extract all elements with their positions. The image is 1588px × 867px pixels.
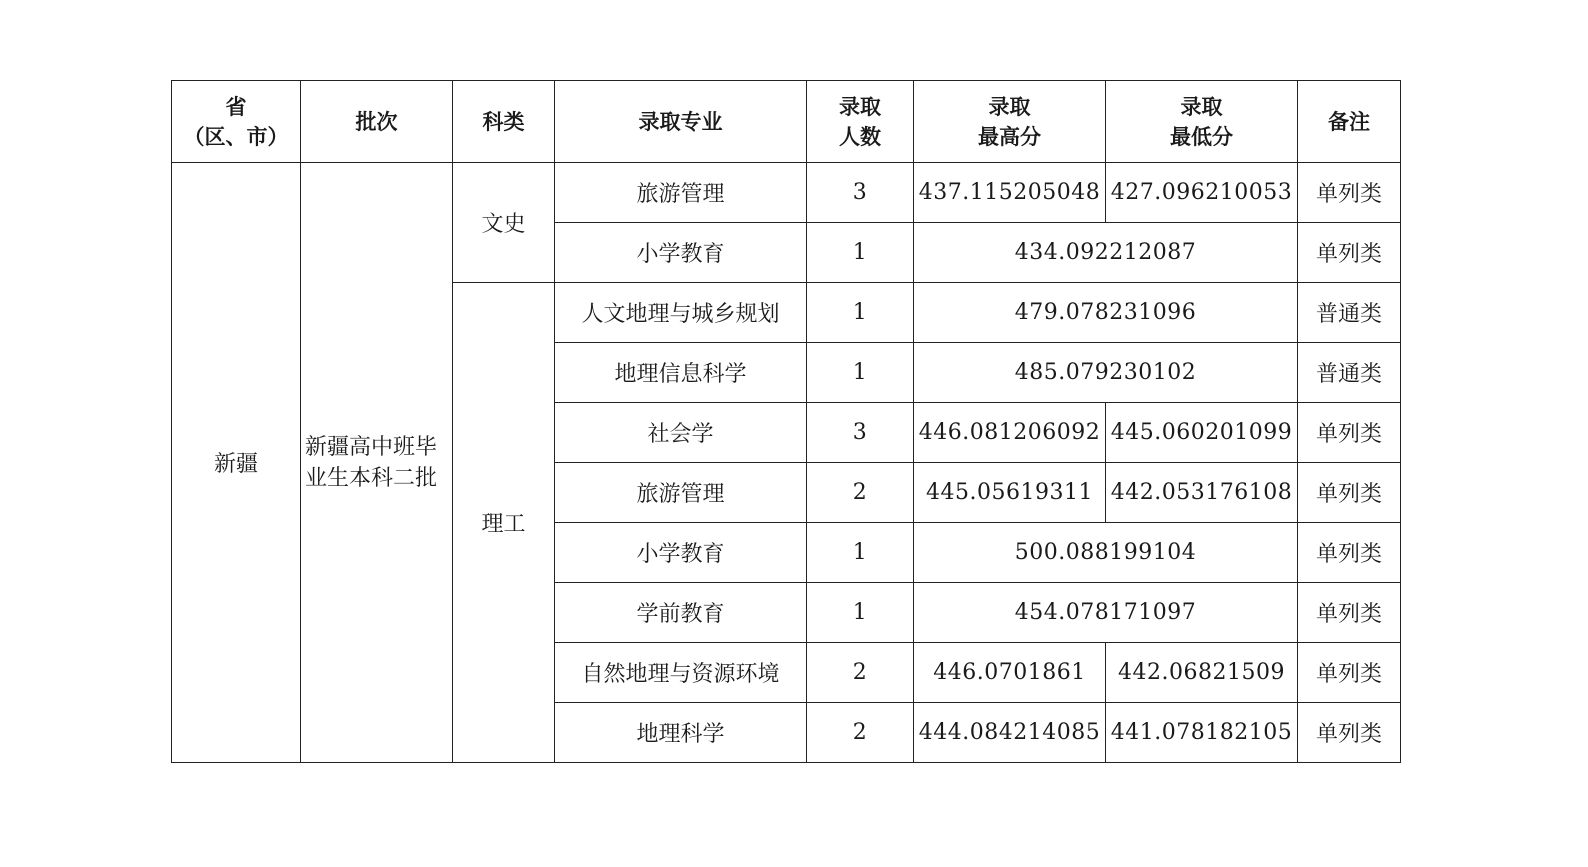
- note-cell: 单列类: [1298, 523, 1401, 583]
- max-score-cell: 444.084214085: [914, 703, 1106, 763]
- major-cell: 学前教育: [555, 583, 807, 643]
- note-cell: 单列类: [1298, 463, 1401, 523]
- note-cell: 单列类: [1298, 163, 1401, 223]
- note-cell: 单列类: [1298, 703, 1401, 763]
- major-cell: 人文地理与城乡规划: [555, 283, 807, 343]
- header-min-score: [1106, 81, 1298, 163]
- score-cell: 485.079230102: [914, 343, 1298, 403]
- score-cell: 434.092212087: [914, 223, 1298, 283]
- header-province: [172, 81, 301, 163]
- count-cell: 1: [807, 343, 914, 403]
- note-cell: 普通类: [1298, 343, 1401, 403]
- count-cell: 2: [807, 643, 914, 703]
- count-cell: 1: [807, 523, 914, 583]
- province-cell: 新疆: [172, 163, 301, 763]
- major-cell: 社会学: [555, 403, 807, 463]
- min-score-cell: 442.06821509: [1106, 643, 1298, 703]
- major-cell: 小学教育: [555, 523, 807, 583]
- header-count-line2: 人数: [839, 124, 881, 149]
- header-max-line1: 录取: [988, 94, 1031, 119]
- major-cell: 旅游管理: [555, 163, 807, 223]
- batch-line2: 业生本科二批: [305, 465, 438, 491]
- note-cell: 单列类: [1298, 643, 1401, 703]
- header-min-line1: 录取: [1180, 94, 1223, 119]
- note-cell: 单列类: [1298, 583, 1401, 643]
- min-score-cell: 445.060201099: [1106, 403, 1298, 463]
- score-cell: 454.078171097: [914, 583, 1298, 643]
- header-major: 录取专业: [555, 81, 807, 163]
- min-score-cell: 441.078182105: [1106, 703, 1298, 763]
- max-score-cell: 445.05619311: [914, 463, 1106, 523]
- header-count-line1: 录取: [839, 94, 881, 119]
- header-province-line2: （区、市）: [183, 124, 289, 149]
- min-score-cell: 427.096210053: [1106, 163, 1298, 223]
- score-cell: 479.078231096: [914, 283, 1298, 343]
- header-max-score: [914, 81, 1106, 163]
- category-wenshi: 文史: [453, 163, 555, 283]
- count-cell: 1: [807, 283, 914, 343]
- note-cell: 单列类: [1298, 403, 1401, 463]
- note-cell: 单列类: [1298, 223, 1401, 283]
- major-cell: 地理信息科学: [555, 343, 807, 403]
- min-score-cell: 442.053176108: [1106, 463, 1298, 523]
- count-cell: 2: [807, 703, 914, 763]
- header-note: 备注: [1298, 81, 1401, 163]
- count-cell: 1: [807, 223, 914, 283]
- max-score-cell: 446.081206092: [914, 403, 1106, 463]
- count-cell: 3: [807, 403, 914, 463]
- header-province-line1: 省: [225, 94, 247, 119]
- score-cell: 500.088199104: [914, 523, 1298, 583]
- batch-line1: 新疆高中班毕: [305, 434, 438, 460]
- header-row: [172, 81, 1401, 163]
- max-score-cell: 437.115205048: [914, 163, 1106, 223]
- category-ligong: 理工: [453, 283, 555, 763]
- note-cell: 普通类: [1298, 283, 1401, 343]
- header-batch: 批次: [301, 81, 453, 163]
- batch-cell: [301, 163, 453, 763]
- major-cell: 地理科学: [555, 703, 807, 763]
- header-max-line2: 最高分: [978, 124, 1041, 149]
- major-cell: 自然地理与资源环境: [555, 643, 807, 703]
- major-cell: 旅游管理: [555, 463, 807, 523]
- count-cell: 1: [807, 583, 914, 643]
- max-score-cell: 446.0701861: [914, 643, 1106, 703]
- admission-table: [171, 80, 1401, 763]
- header-category: 科类: [453, 81, 555, 163]
- header-min-line2: 最低分: [1170, 124, 1233, 149]
- table-row: [172, 163, 1401, 223]
- count-cell: 3: [807, 163, 914, 223]
- header-count: [807, 81, 914, 163]
- major-cell: 小学教育: [555, 223, 807, 283]
- count-cell: 2: [807, 463, 914, 523]
